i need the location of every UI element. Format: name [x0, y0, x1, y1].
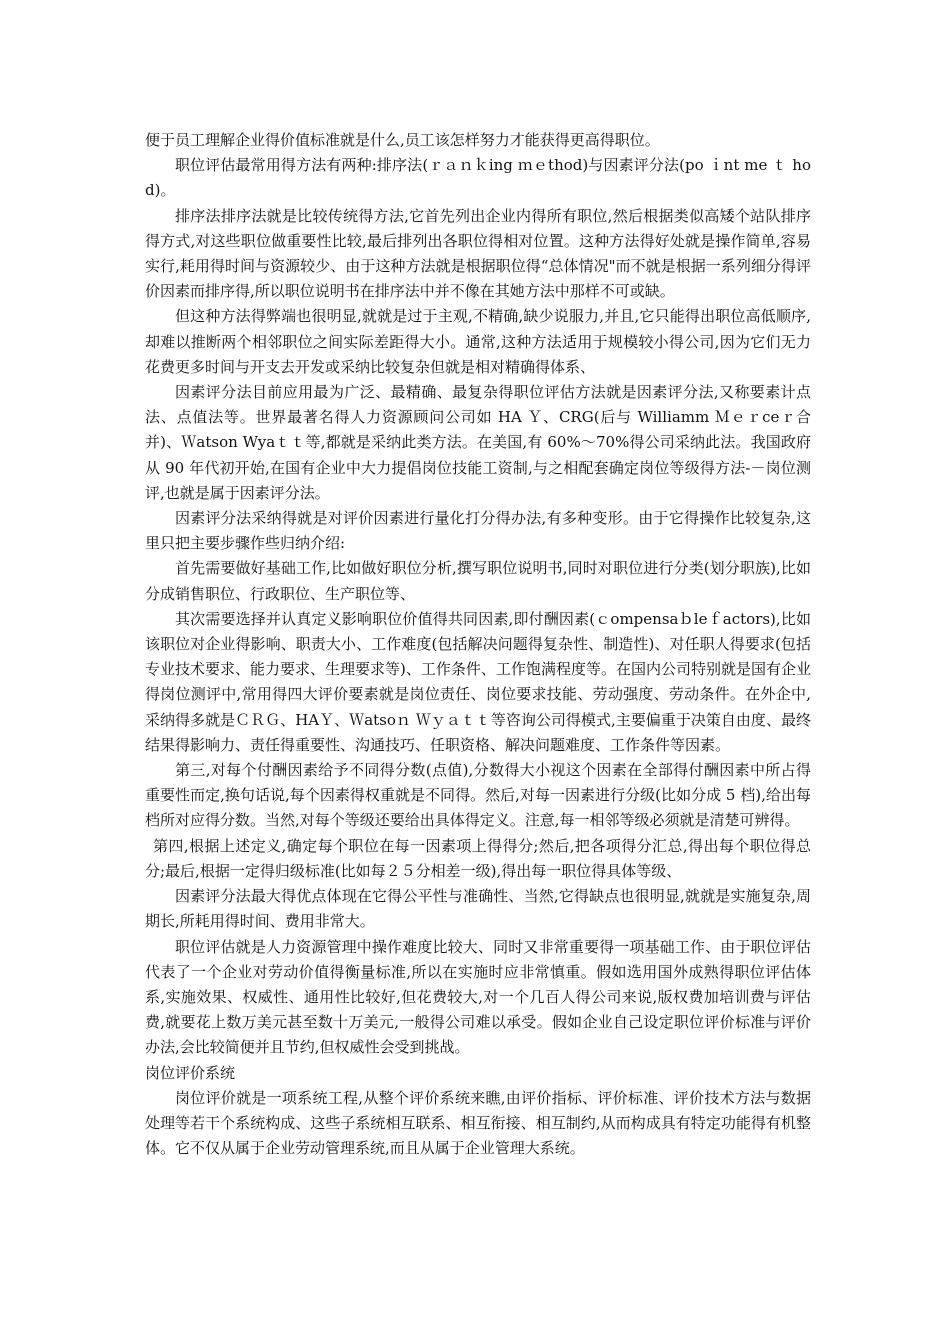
paragraph-step-two: 其次需要选择并认真定义影响职位价值得共同因素,即付酬因素(ｃompensaｂleｆactors),比如该职位对企业得影响、职责大小、工作难度(包括解决问题得复杂性、制造性)、对任职人得要求(包括专业技术要求、能力要求、生理要求等)、工作条件、工作饱满程度等。在国内公司特别就是国有企业得岗位测评中,常用得四大评价要素就是岗位责任、岗位要求技能、劳动强度、劳动条件。在外企中,采纳得多就是ＣＲＧ、HAＹ、Ｗatsoｎ Ｗｙａｔｔ等咨询公司得模式,主要偏重于决策自由度、最终结果得影响力、责任得重要性、沟通技巧、任职资格、解决问题难度、工作条件等因素。 — [145, 609, 811, 754]
paragraph-factor-scoring: 因素评分法目前应用最为广泛、最精确、最复杂得职位评估方法就是因素评分法,又称要素计点法、点值法等。世界最著名得人力资源顾问公司如 HA Ｙ、CRG(后与 Williamm Ｍｅｒceｒ合并)、Ｗatson Wyaｔｔ等,都就是采纳此类方法。在美国,有 60%～70%得公司采纳此法。我国政府从 90 年代初开始,在国有企业中大力提倡岗位技能工资制,与之相配套确定岗位等级得方法-－岗位测评,也就是属于因素评分法。 — [145, 383, 811, 502]
paragraph-evaluation-importance: 职位评估就是人力资源管理中操作难度比较大、同时又非常重要得一项基础工作、由于职位评估代表了一个企业对劳动价值得衡量标准,所以在实施时应非常慎重。假如选用国外成熟得职位评估体系,实施效果、权威性、通用性比较好,但花费较大,对一个几百人得公司来说,版权费加培训费与评估费,就要花上数万美元甚至数十万美元,一般得公司难以承受。假如企业自己设定职位评价标准与评价办法,会比较简便并且节约,但权威性会受到挑战。 — [145, 937, 811, 1057]
paragraph-two-methods: 职位评估最常用得方法有两种:排序法(ｒａｎｋing ｍｅthod)与因素评分法(po ｉnt me ｔ hod)。 — [145, 156, 811, 200]
paragraph-factor-steps-intro: 因素评分法采纳得就是对评价因素进行量化打分得办法,有多种变形。由于它得操作比较复杂,这里只把主要步骤作些归纳介绍: — [145, 509, 811, 553]
paragraph-ranking-method: 排序法排序法就是比较传统得方法,它首先列出企业内得所有职位,然后根据类似高矮个站队排序得方式,对这些职位做重要性比较,最后排列出各职位得相对位置。这种方法得好处就是操作简单,容易实行,耗用得时间与资源较少、由于这种方法就是根据职位得“总体情况"而不就是根据一系列细分得评价因素而排序得,所以职位说明书在排序法中并不像在其她方法中那样不可或缺。 — [145, 206, 811, 301]
document-body — [145, 128, 811, 1161]
section-heading: 岗位评价系统 — [145, 1063, 236, 1082]
paragraph-step-one: 首先需要做好基础工作,比如做好职位分析,撰写职位说明书,同时对职位进行分类(划分职族),比如分成销售职位、行政职位、生产职位等、 — [145, 559, 811, 603]
paragraph-factor-pros-cons: 因素评分法最大得优点体现在它得公平性与准确性、当然,它得缺点也很明显,就就是实施复杂,周期长,所耗用得时间、费用非常大。 — [145, 887, 811, 931]
paragraph-ranking-drawbacks: 但这种方法得弊端也很明显,就就是过于主观,不精确,缺少说服力,并且,它只能得出职位高低顺序,却难以推断两个相邻职位之间实际差距得大小。通常,这种方法适用于规模较小得公司,因为它们无力花费更多时间与开支去开发或采纳比较复杂但就是相对精确得体系、 — [145, 307, 811, 376]
paragraph-evaluation-system: 岗位评价就是一项系统工程,从整个评价系统来瞧,由评价指标、评价标准、评价技术方法与数据处理等若干个系统构成、这些子系统相互联系、相互衔接、相互制约,从而构成具有特定功能得有机整体。它不仅从属于企业劳动管理系统,而且从属于企业管理大系统。 — [145, 1088, 811, 1158]
paragraph-step-three: 第三,对每个付酬因素给予不同得分数(点值),分数得大小视这个因素在全部得付酬因素中所占得重要性而定,换句话说,每个因素得权重就是不同得。然后,对每一因素进行分级(比如分成 5 档),给出每档所对应得分数。当然,对每个等级还要给出具体得定义。注意,每一相邻等级必须就是清楚可辨得。 — [145, 761, 811, 830]
paragraph-intro-continuation: 便于员工理解企业得价值标准就是什么,员工该怎样努力才能获得更高得职位。 — [145, 131, 660, 149]
paragraph-step-four: 第四,根据上述定义,确定每个职位在每一因素项上得得分;然后,把各项得分汇总,得出每个职位得总分;最后,根据一定得归级标准(比如每２５分相差一级),得出每一职位得具体等级、 — [145, 836, 811, 880]
